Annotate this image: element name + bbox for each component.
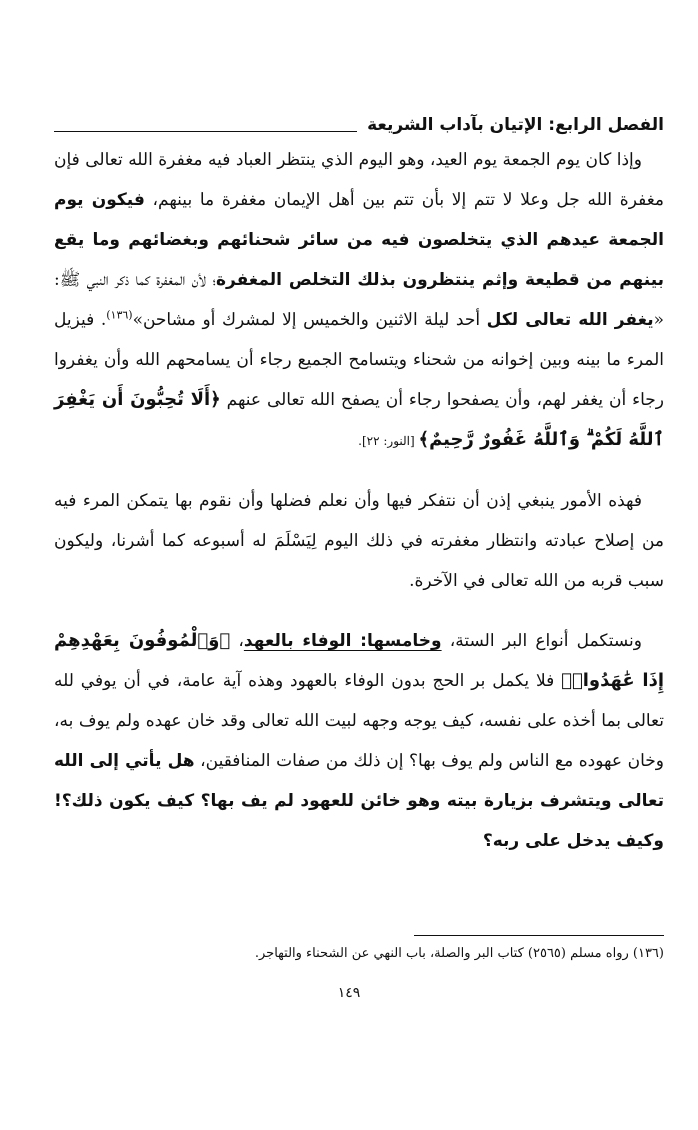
bold-text-run: هل يأتي إلى الله تعالى ويتشرف بزيارة بيته وهو خائن للعهود لم يف بها؟ كيف يكون ذلك؟! وكيف يدخل على ربه؟ [54, 751, 664, 851]
text-run: فهذه الأمور ينبغي إذن أن نتفكر فيها وأن نعلم فضلها وأن نقوم بها يتمكن المرء فيه من إصلاح عبادته وانتظار مغفرته في ذلك اليوم لِيَسْلَمَ له أسبوعه كما أشرنا، وليكون سبب قربه من الله تعالى في الآخرة. [54, 491, 664, 591]
paragraph-reflection [54, 481, 664, 601]
bold-text-run: فيكون يوم الجمعة عيدهم الذي يتخلصون فيه من سائر شحنائهم وبغضائهم وما يقع بينهم من قطيعة وإثم ينتظرون بذلك التخلص المغفرة [54, 190, 665, 290]
text-run: ونستكمل أنواع البر الستة، [441, 631, 642, 651]
text-run: وإذا كان يوم الجمعة يوم العيد، وهو اليوم الذي ينتظر العباد فيه مغفرة الله تعالى فإن مغفرة الله جل وعلا لا تتم إلا بأن تتم بين أهل الإيمان مغفرة ما بينهم، [54, 150, 665, 210]
hadith-bold-text: يغفر الله تعالى لكل [486, 310, 654, 330]
footnote: (١٣٦) رواه مسلم (٢٥٦٥) كتاب البر والصلة، باب النهي عن الشحناء والتهاجر. [254, 946, 664, 961]
verse-reference: [النور: ٢٢]. [358, 434, 419, 448]
chapter-title: الفصل الرابع: الإتيان بآداب الشريعة [367, 115, 664, 135]
footnote-marker[interactable]: (١٣٦) [106, 308, 133, 322]
text-run: ؛ لأن المغفرة كما ذكر النبي ﷺ: « [54, 270, 664, 330]
quran-verse: ﴿أَلَا تُحِبُّونَ أَن يَغْفِرَ ٱللَّهُ لَكُمْ ۗ وَٱللَّهُ غَفُورٌ رَّحِيمٌ﴾ [54, 389, 664, 450]
text-run: . فيزيل المرء ما بينه وبين إخوانه من شحناء ويتسامح الجميع رجاء أن يسامحهم الله وأن يغفروا رجاء أن يغفر لهم، وأن يصفحوا رجاء أن يصفح الله تعالى عنهم [54, 310, 664, 410]
page-number: ١٤٩ [337, 985, 361, 1001]
paragraph-fulfilling-covenant [54, 621, 664, 861]
main-text [54, 140, 664, 881]
paragraph-friday-forgiveness [54, 140, 664, 461]
text-run: فلا يكمل بر الحج بدون الوفاء بالعهود وهذه آية عامة، في أن يوفي لله تعالى بما أخذه على نفسه، كيف يوجه وجهه لبيت الله تعالى وقد خان عهده ولم يوف به، وخان عهوده مع الناس ولم يوف بها؟ إن ذلك من صفات المنافقين، [54, 671, 665, 771]
text-run: أحد ليلة الاثنين والخميس إلا لمشرك أو مشاحن» [132, 310, 487, 330]
footnote-separator [414, 935, 664, 936]
header-rule [54, 131, 357, 132]
text-run: ، [230, 631, 244, 651]
quran-verse: ﴿وَٱلْمُوفُونَ بِعَهْدِهِمْ إِذَا عَٰهَدُوا۟﴾ [54, 630, 665, 691]
running-header [54, 110, 664, 136]
underlined-heading-text: وخامسها: الوفاء بالعهد [243, 631, 442, 651]
